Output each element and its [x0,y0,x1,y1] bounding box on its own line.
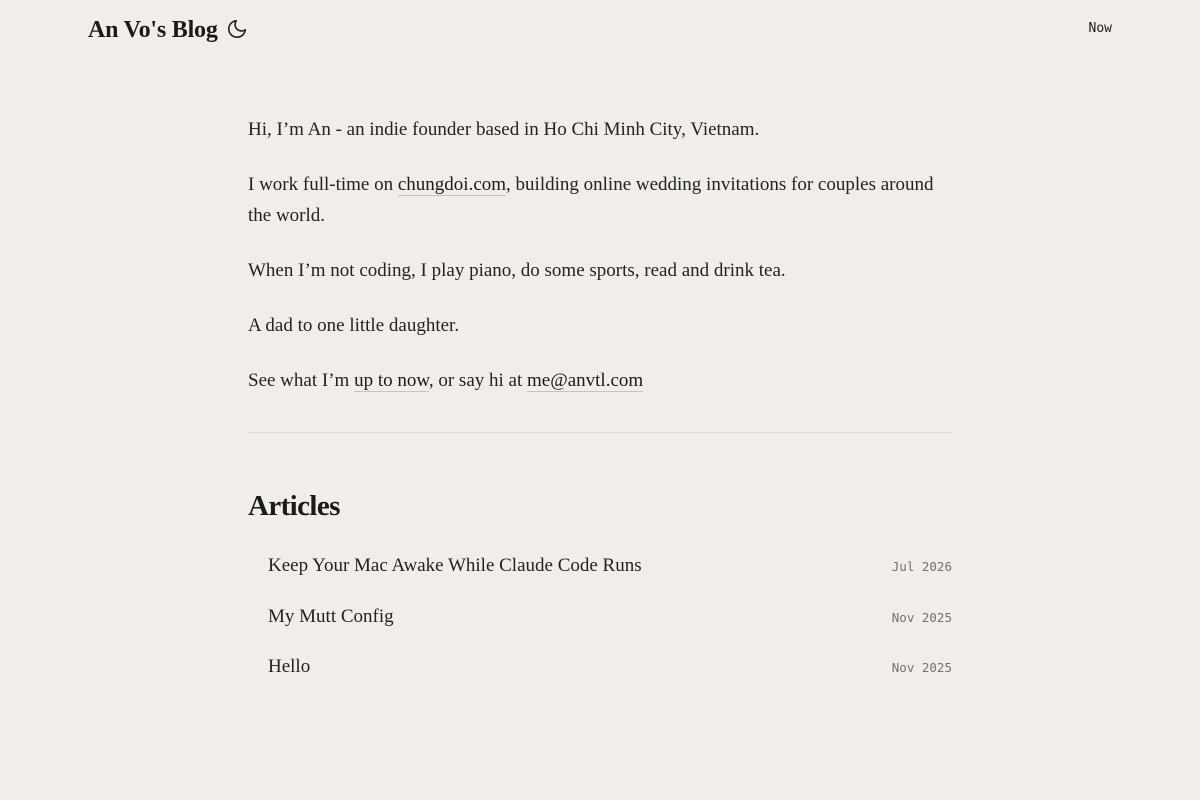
site-header [88,14,1112,48]
article-title-link[interactable]: Keep Your Mac Awake While Claude Code Runs [268,555,642,576]
article-date: Jul 2026 [891,559,952,574]
article-date: Nov 2025 [891,609,952,625]
intro-paragraph-work [248,169,952,231]
intro-paragraph-family: A dad to one little daughter. [248,315,460,336]
intro-work-text: I work full-time on [248,174,398,195]
nav-now-link[interactable]: Now [1088,21,1112,36]
article-list-item [248,550,952,601]
intro-contact-text: See what I’m [248,370,355,391]
articles-heading: Articles [248,490,340,522]
intro-paragraph-location: Hi, I’m An - an indie founder based in Ho Chi Minh City, Vietnam. [248,119,760,140]
article-list-item [248,601,952,652]
chungdoi-link[interactable]: chungdoi.com [397,174,507,195]
now-page-link[interactable]: up to now [354,370,429,391]
site-title-link[interactable]: An Vo's Blog [88,17,218,43]
theme-toggle-button[interactable] [226,18,248,40]
intro-paragraph-hobbies: When I’m not coding, I play piano, do some sports, read and drink tea. [248,260,786,281]
intro-section [248,114,952,396]
article-date: Nov 2025 [891,660,952,675]
intro-contact-text-middle: , or say hi at [428,370,527,391]
email-link[interactable]: me@anvtl.com [527,370,644,391]
articles-section [248,488,952,702]
intro-paragraph-contact [248,365,952,396]
article-list [248,550,952,702]
main-content [248,114,952,702]
moon-icon [226,18,248,40]
article-title-link[interactable]: Hello [268,656,311,677]
article-title-link[interactable]: My Mutt Config [268,605,394,627]
intro-work-text-end: , building online wedding invitations for couples around the world. [248,174,934,226]
section-divider [248,432,952,433]
article-list-item [248,651,952,702]
